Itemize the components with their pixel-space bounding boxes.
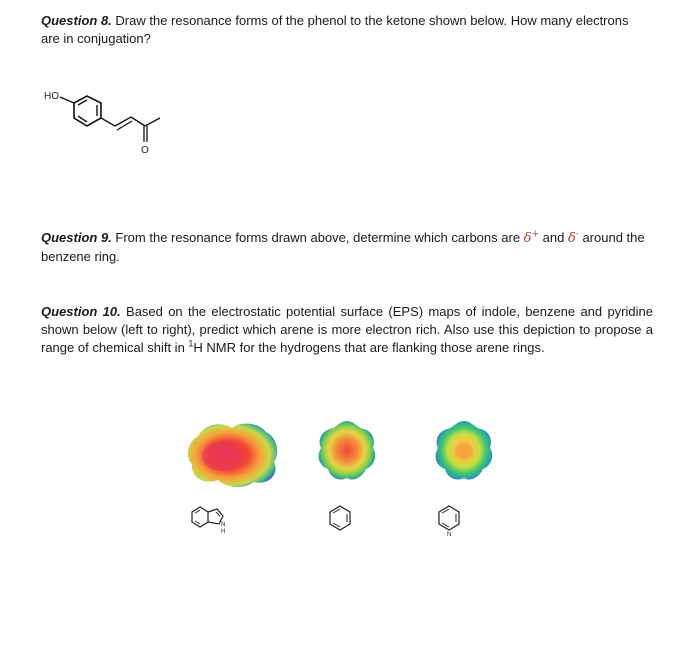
question-10-label: Question 10. xyxy=(41,304,121,319)
question-8 xyxy=(41,12,641,48)
pyridine-structure xyxy=(431,502,471,545)
phenol-ketone-structure xyxy=(40,86,180,170)
nmr-superscript: 1 xyxy=(188,338,194,349)
pyridine-eps-map xyxy=(431,418,497,484)
benzene-eps-map xyxy=(314,418,380,484)
question-9-text-before: From the resonance forms drawn above, determine which carbons are xyxy=(111,230,524,245)
benzene-structure xyxy=(322,502,362,541)
o-label: O xyxy=(141,145,149,156)
question-8-text: Draw the resonance forms of the phenol to the ketone shown below. How many electrons are in conjugation? xyxy=(41,13,629,46)
indole-eps-map xyxy=(184,418,282,490)
question-9-text-after: around the benzene ring. xyxy=(41,230,645,264)
question-10-text-1: Based on the electrostatic potential surface (EPS) maps of indole, benzene and pyridine shown below (left to right), predict which arene is more electron rich. Also use this depiction to propose a range of chemical shift in xyxy=(41,304,653,355)
indole-structure xyxy=(186,500,246,545)
question-9-and: and xyxy=(539,230,568,245)
question-10 xyxy=(41,303,653,357)
indole-h-label: H xyxy=(221,529,226,535)
minus-sign: - xyxy=(575,229,579,240)
question-9-label: Question 9. xyxy=(41,230,112,245)
pyridine-n-label: N xyxy=(447,532,452,538)
question-10-text-2: H NMR for the hydrogens that are flanking those arene rings. xyxy=(193,340,545,355)
ho-label: HO xyxy=(44,91,59,102)
delta-minus-symbol: δ xyxy=(567,231,576,246)
plus-sign: + xyxy=(531,229,540,240)
indole-n-label: N xyxy=(221,522,226,528)
question-9 xyxy=(41,229,656,266)
question-8-label: Question 8. xyxy=(41,13,112,28)
delta-plus-symbol: δ xyxy=(523,231,532,246)
